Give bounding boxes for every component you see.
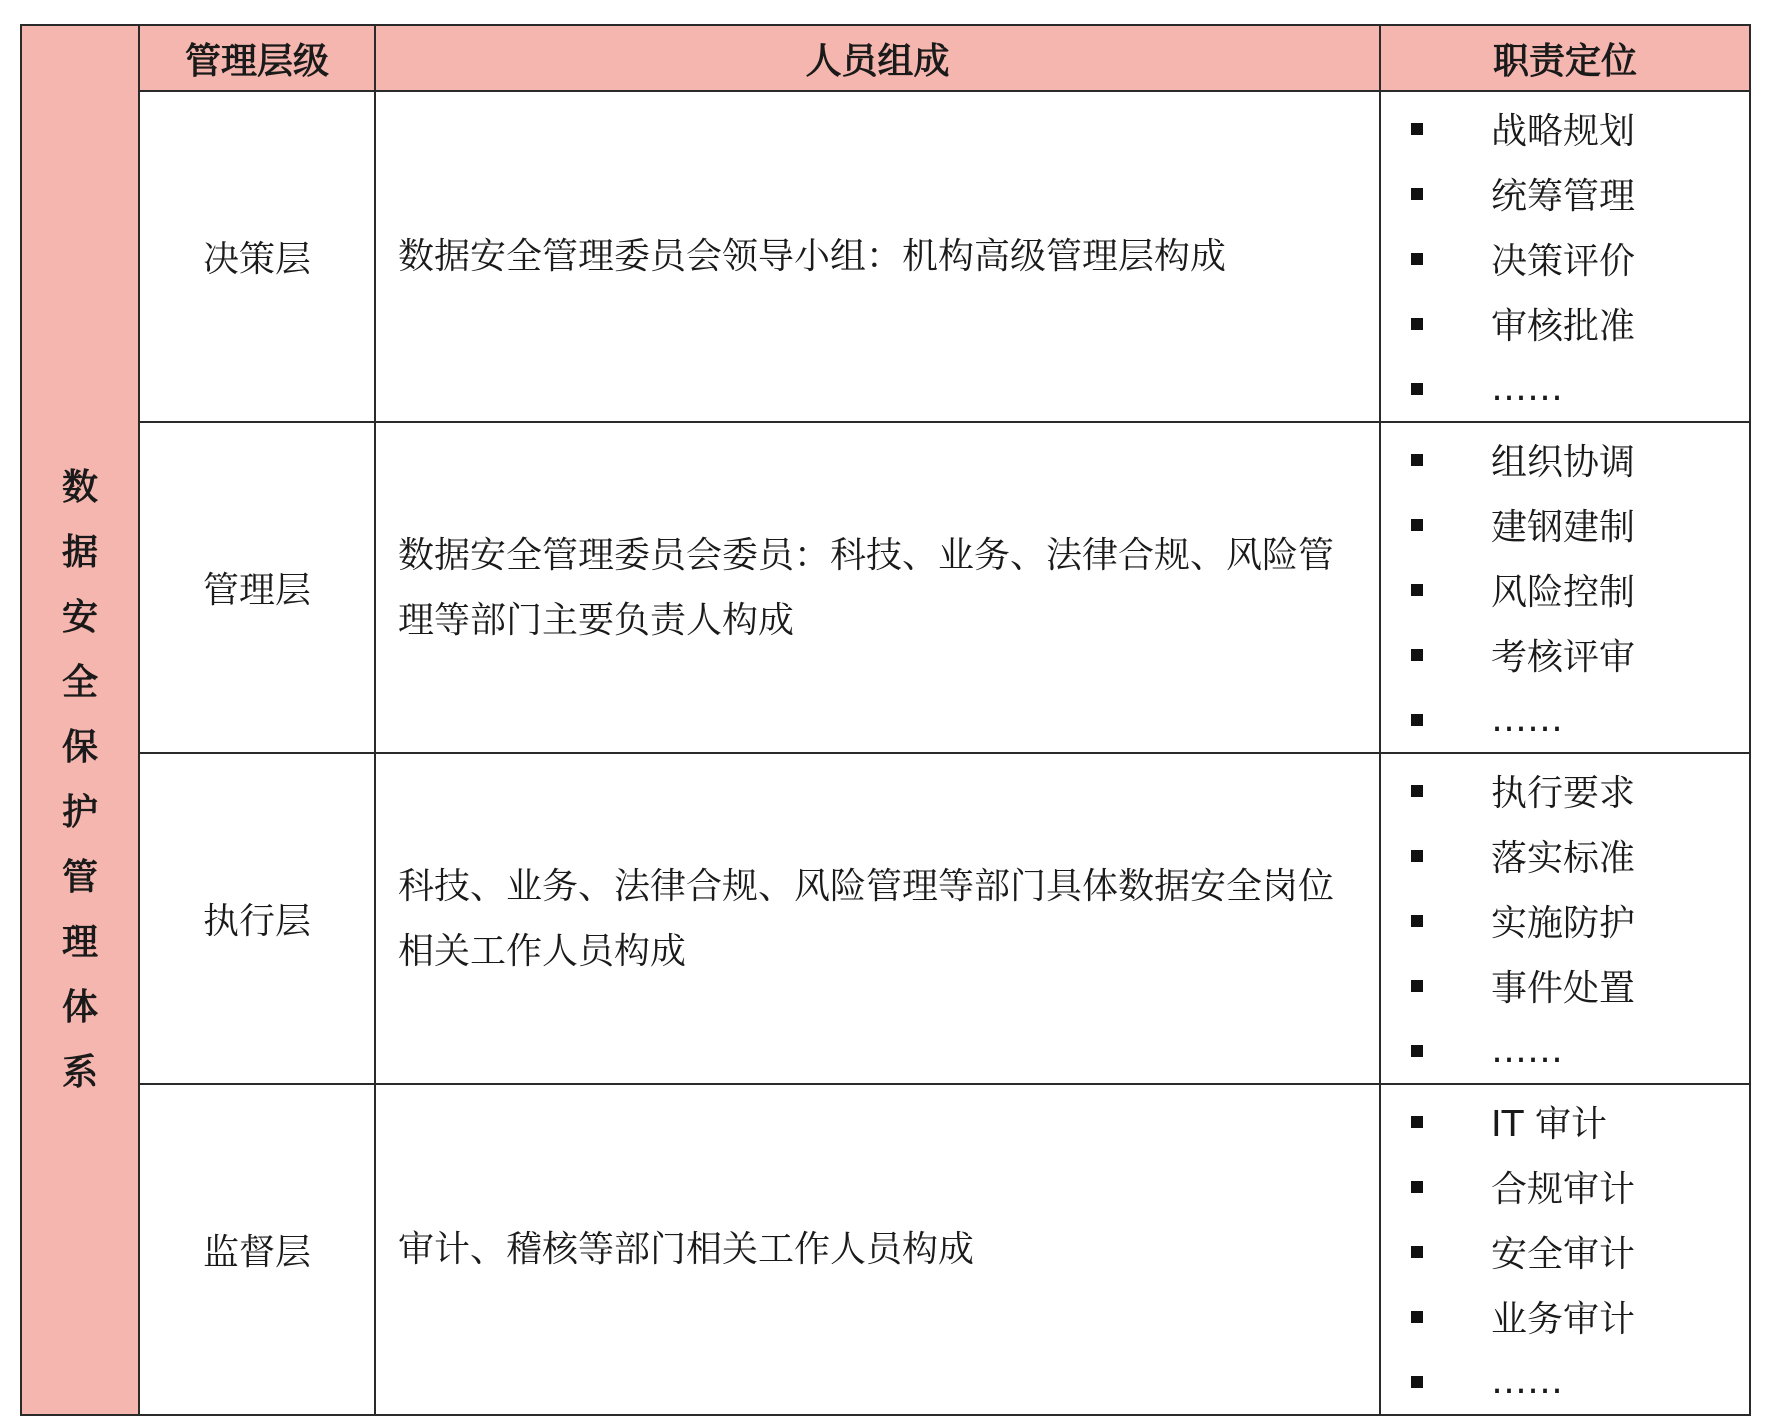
duty-text: 决策评价 bbox=[1491, 241, 1636, 282]
duty-text: 业务审计 bbox=[1491, 1299, 1636, 1340]
bullet-icon bbox=[1411, 454, 1423, 466]
row-members: 数据安全管理委员会委员：科技、业务、法律合规、风险管理等部门主要负责人构成 bbox=[375, 422, 1380, 753]
duty-item bbox=[1381, 758, 1749, 823]
side-label-char: 保 bbox=[61, 726, 98, 768]
bullet-icon bbox=[1411, 915, 1423, 927]
side-label-cell bbox=[21, 25, 139, 1415]
table-row bbox=[21, 422, 1750, 753]
row-members: 数据安全管理委员会领导小组：机构高级管理层构成 bbox=[375, 91, 1380, 422]
bullet-icon bbox=[1411, 1116, 1423, 1128]
side-label-char: 数 bbox=[61, 466, 98, 508]
table-row bbox=[21, 1084, 1750, 1415]
side-label bbox=[22, 466, 138, 1095]
duty-list bbox=[1381, 758, 1749, 1083]
table-row bbox=[21, 753, 1750, 1084]
duty-list bbox=[1381, 427, 1749, 752]
duty-list bbox=[1381, 1089, 1749, 1414]
row-level: 管理层 bbox=[139, 422, 375, 753]
duty-item bbox=[1381, 953, 1749, 1018]
header-duties: 职责定位 bbox=[1380, 25, 1750, 91]
bullet-icon bbox=[1411, 785, 1423, 797]
duty-item bbox=[1381, 96, 1749, 161]
bullet-icon bbox=[1411, 253, 1423, 265]
bullet-icon bbox=[1411, 584, 1423, 596]
duty-text: …… bbox=[1491, 368, 1563, 409]
duty-item bbox=[1381, 557, 1749, 622]
duty-item bbox=[1381, 161, 1749, 226]
duty-item bbox=[1381, 1154, 1749, 1219]
duty-item bbox=[1381, 1018, 1749, 1083]
duty-item bbox=[1381, 1349, 1749, 1414]
duty-item bbox=[1381, 823, 1749, 888]
duty-item bbox=[1381, 427, 1749, 492]
side-label-char: 理 bbox=[61, 921, 98, 963]
duty-text: 执行要求 bbox=[1491, 773, 1636, 814]
bullet-icon bbox=[1411, 1181, 1423, 1193]
bullet-icon bbox=[1411, 383, 1423, 395]
duty-text: 实施防护 bbox=[1491, 903, 1636, 944]
duty-text: …… bbox=[1491, 1361, 1563, 1402]
duty-item bbox=[1381, 687, 1749, 752]
duty-text: 事件处置 bbox=[1491, 968, 1636, 1009]
duty-item bbox=[1381, 492, 1749, 557]
header-row bbox=[21, 25, 1750, 91]
table-row bbox=[21, 91, 1750, 422]
row-duties bbox=[1380, 91, 1750, 422]
bullet-icon bbox=[1411, 188, 1423, 200]
row-level: 执行层 bbox=[139, 753, 375, 1084]
row-duties bbox=[1380, 1084, 1750, 1415]
duty-text: 审核批准 bbox=[1491, 306, 1636, 347]
duty-text: …… bbox=[1491, 1030, 1563, 1071]
bullet-icon bbox=[1411, 1311, 1423, 1323]
bullet-icon bbox=[1411, 123, 1423, 135]
side-label-char: 护 bbox=[61, 791, 98, 833]
side-label-char: 安 bbox=[61, 596, 98, 638]
header-members: 人员组成 bbox=[375, 25, 1380, 91]
duty-item bbox=[1381, 888, 1749, 953]
duty-text: 统筹管理 bbox=[1491, 176, 1636, 217]
row-level: 决策层 bbox=[139, 91, 375, 422]
duty-text: 战略规划 bbox=[1491, 111, 1636, 152]
row-members: 审计、稽核等部门相关工作人员构成 bbox=[375, 1084, 1380, 1415]
bullet-icon bbox=[1411, 1246, 1423, 1258]
bullet-icon bbox=[1411, 519, 1423, 531]
bullet-icon bbox=[1411, 714, 1423, 726]
duty-text: 考核评审 bbox=[1491, 637, 1636, 678]
bullet-icon bbox=[1411, 318, 1423, 330]
duty-text: 安全审计 bbox=[1491, 1234, 1636, 1275]
bullet-icon bbox=[1411, 1376, 1423, 1388]
row-level: 监督层 bbox=[139, 1084, 375, 1415]
duty-text: 落实标准 bbox=[1491, 838, 1636, 879]
bullet-icon bbox=[1411, 850, 1423, 862]
bullet-icon bbox=[1411, 980, 1423, 992]
duty-item bbox=[1381, 1219, 1749, 1284]
duty-text: 建钢建制 bbox=[1491, 507, 1636, 548]
side-label-char: 全 bbox=[61, 661, 98, 703]
row-members: 科技、业务、法律合规、风险管理等部门具体数据安全岗位相关工作人员构成 bbox=[375, 753, 1380, 1084]
duty-text: 组织协调 bbox=[1491, 442, 1636, 483]
duty-item bbox=[1381, 622, 1749, 687]
side-label-char: 系 bbox=[61, 1051, 98, 1093]
duty-text: IT 审计 bbox=[1491, 1104, 1608, 1145]
duty-item bbox=[1381, 1284, 1749, 1349]
duty-text: 风险控制 bbox=[1491, 572, 1636, 613]
duty-item bbox=[1381, 356, 1749, 421]
bullet-icon bbox=[1411, 1045, 1423, 1057]
header-level: 管理层级 bbox=[139, 25, 375, 91]
row-duties bbox=[1380, 753, 1750, 1084]
duty-item bbox=[1381, 291, 1749, 356]
duty-text: …… bbox=[1491, 699, 1563, 740]
side-label-char: 体 bbox=[61, 986, 98, 1028]
row-duties bbox=[1380, 422, 1750, 753]
side-label-char: 据 bbox=[61, 531, 98, 573]
bullet-icon bbox=[1411, 649, 1423, 661]
side-label-char: 管 bbox=[61, 856, 98, 898]
data-security-management-table bbox=[20, 24, 1751, 1416]
duty-item bbox=[1381, 226, 1749, 291]
duty-list bbox=[1381, 96, 1749, 421]
duty-text: 合规审计 bbox=[1491, 1169, 1636, 1210]
duty-item bbox=[1381, 1089, 1749, 1154]
